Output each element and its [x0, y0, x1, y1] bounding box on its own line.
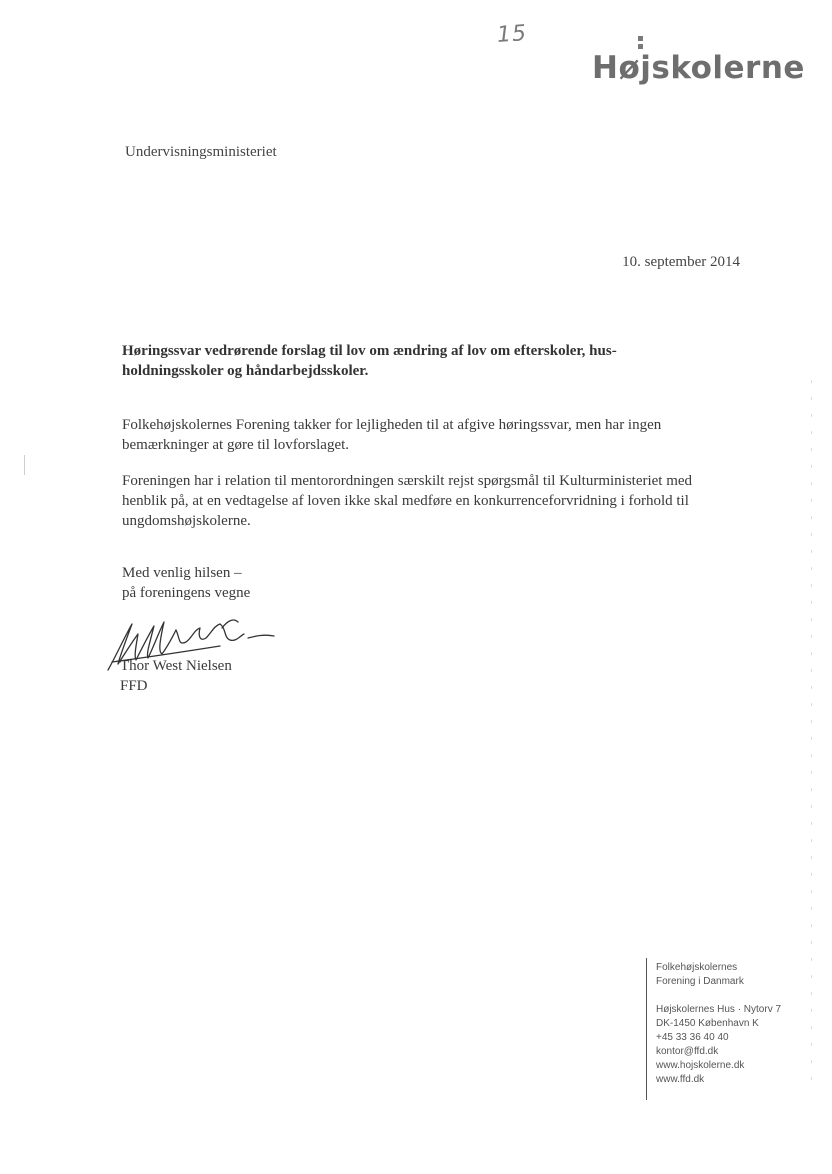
- recipient: Undervisningsministeriet: [125, 144, 277, 160]
- logo-dot-top: [638, 36, 643, 41]
- paragraph-2-line-2: henblik på, at en vedtagelse af loven ikke skal medføre en konkurrenceforvridning i forhold til: [122, 493, 689, 509]
- footer-org-line-2: Forening i Danmark: [656, 976, 744, 987]
- footer-website-1: www.hojskolerne.dk: [656, 1060, 745, 1071]
- footer-contact: [656, 961, 781, 1087]
- signer-name: Thor West Nielsen: [120, 658, 232, 674]
- logo-dot-bottom: [638, 44, 643, 49]
- letter-date: 10. september 2014: [622, 254, 740, 270]
- footer-phone: +45 33 36 40 40: [656, 1032, 729, 1043]
- scan-edge-mark: [811, 380, 812, 1080]
- footer-email: kontor@ffd.dk: [656, 1046, 719, 1057]
- subject-line-2: holdningsskoler og håndarbejdsskoler.: [122, 363, 369, 379]
- paragraph-1-line-1: Folkehøjskolernes Forening takker for lejligheden til at afgive høringssvar, men har ingen: [122, 417, 662, 433]
- logo-wordmark: Højskolerne: [592, 50, 805, 86]
- subject-line-1: Høringssvar vedrørende forslag til lov om ændring af lov om efterskoler, hus-: [122, 343, 617, 359]
- footer-website-2: www.ffd.dk: [656, 1074, 705, 1085]
- footer-org-line-1: Folkehøjskolernes: [656, 962, 738, 973]
- body-paragraph-1: [122, 415, 702, 455]
- closing-line-2: på foreningens vegne: [122, 585, 251, 601]
- body-paragraph-2: [122, 471, 732, 531]
- subject-heading: [122, 341, 682, 381]
- footer-gap: [656, 989, 781, 1003]
- footer-address-line-1: Højskolernes Hus · Nytorv 7: [656, 1004, 782, 1015]
- scan-speck: [24, 455, 25, 475]
- closing-line-1: Med venlig hilsen –: [122, 565, 242, 581]
- paragraph-2-line-3: ungdomshøjskolerne.: [122, 513, 251, 529]
- signer-organization: FFD: [120, 678, 148, 694]
- closing-salutation: [122, 563, 250, 603]
- paragraph-1-line-2: bemærkninger at gøre til lovforslaget.: [122, 437, 350, 453]
- paragraph-2-line-1: Foreningen har i relation til mentorordningen særskilt rejst spørgsmål til Kulturministeriet med: [122, 473, 693, 489]
- hojskolerne-logo: [592, 36, 812, 88]
- footer-address-line-2: DK-1450 København K: [656, 1018, 759, 1029]
- footer-divider: [646, 958, 647, 1100]
- handwritten-page-number: 15: [496, 20, 528, 49]
